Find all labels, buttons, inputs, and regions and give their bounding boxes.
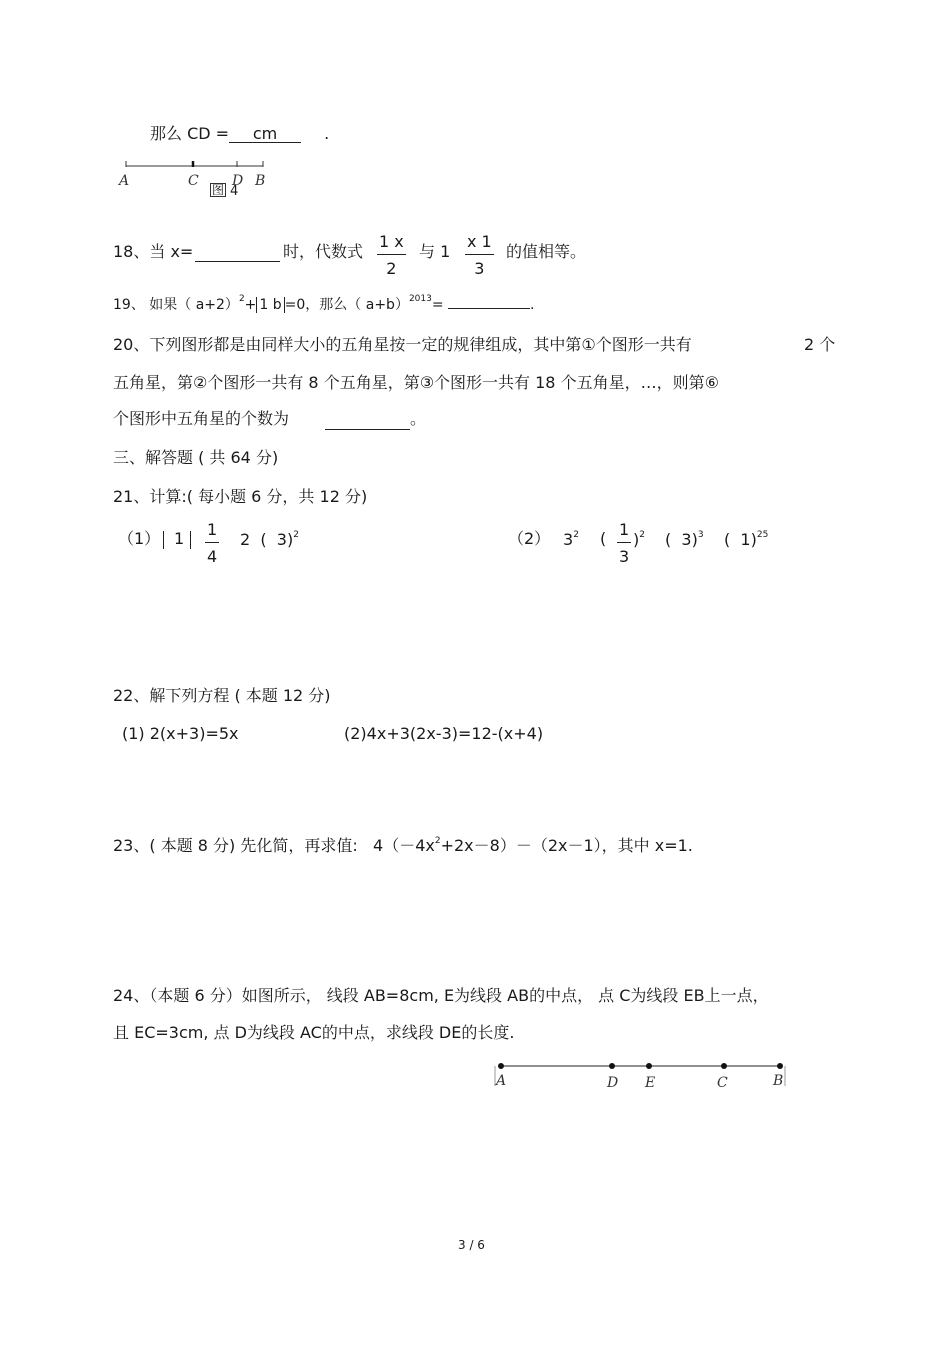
q19-blank[interactable]: [448, 294, 530, 309]
q18-fraction-1: $\frac{1 x}{2}$: [379, 232, 404, 278]
q23-text-end: +2x－8）－（2x－1），其中 x=1.: [440, 836, 693, 855]
q17-blank[interactable]: cm: [229, 126, 301, 143]
q20-line-1-end: 2 个: [804, 335, 836, 354]
q21-p2-term-d: ( 1)$^{25}$: [724, 530, 769, 549]
q24-line-1: 24、（本题 6 分）如图所示， 线段 AB=8cm, E为线段 AB的中点， 点 C为线段 EB上一点，: [113, 986, 769, 1005]
q21-p1-rest: 2 ( 3)$^2$: [240, 530, 299, 549]
q18-text-with: 与 1: [419, 242, 451, 261]
q19-abs: 1 b: [256, 297, 284, 313]
q18-text-start: 18、当 x=: [113, 242, 194, 261]
q19-text-mid: =0，那么（ a+b）: [284, 297, 409, 313]
q17-line: [150, 126, 329, 143]
q21-title: 21、计算:( 每小题 6 分，共 12 分): [113, 487, 368, 506]
fig24-point-c: C: [717, 1075, 728, 1091]
q19-exp-2: 2013: [408, 294, 432, 304]
fig24-point-b: B: [773, 1073, 784, 1089]
q21-p2-label: （2）: [508, 529, 551, 548]
fig24-point-d: D: [607, 1075, 619, 1091]
q21-p2-term-c: ( 3)$^3$: [665, 530, 704, 549]
q17-period: .: [324, 124, 330, 143]
fig4-point-d: D: [232, 173, 244, 189]
page-number: 3 / 6: [458, 1238, 485, 1252]
fig4-caption-num: 4: [230, 184, 239, 199]
q20-blank[interactable]: [325, 411, 410, 430]
q22-title: 22、解下列方程 ( 本题 12 分): [113, 686, 331, 705]
q21-p2-fraction: $\frac{1}{3}$: [619, 520, 630, 566]
q22-part-1: (1) 2(x+3)=5x: [122, 724, 239, 743]
q18-text-mid: 时，代数式: [283, 242, 364, 261]
fig4-point-a: A: [119, 173, 130, 189]
q21-p1-fraction: $\frac{1}{4}$: [207, 520, 218, 566]
q23-exponent: 2: [434, 836, 441, 846]
q17-text: 那么 CD =: [150, 124, 230, 143]
q19-text-start: 19、 如果（ a+2）: [113, 297, 239, 313]
q21-p2-open-paren: (: [600, 529, 607, 548]
q18-fraction-2: $\frac{x 1}{3}$: [467, 232, 492, 278]
fig24-point-a: A: [496, 1073, 507, 1089]
q21-p2-close: )$^2$: [633, 530, 645, 549]
section-3-heading: 三、解答题 ( 共 64 分): [113, 448, 279, 467]
q18-blank[interactable]: [195, 244, 280, 262]
q21-p2-term-a: $3^2$: [563, 530, 579, 549]
q19: 19、 如果（ a+2）$^2$+ 1 b =0，那么（ a+b）$^{2013}$= .: [113, 294, 535, 313]
fig4-point-c: C: [188, 173, 199, 189]
q20-line-3: 个图形中五角星的个数为: [113, 409, 290, 428]
q24-line-2: 且 EC=3cm, 点 D为线段 AC的中点，求线段 DE的长度.: [113, 1023, 515, 1042]
q20-line-1: 20、下列图形都是由同样大小的五角星按一定的规律组成，其中第①个图形一共有: [113, 335, 692, 354]
q21-p1-abs: 1: [163, 531, 191, 549]
q21-p1-label: （1）: [118, 529, 161, 548]
q22-part-2: (2)4x+3(2x-3)=12-(x+4): [344, 724, 544, 743]
q18-text-end: 的值相等。: [506, 242, 587, 261]
figure-24-segment: [492, 1058, 792, 1092]
q23: [113, 837, 693, 854]
q20-line-2: 五角星，第②个图形一共有 8 个五角星，第③个图形一共有 18 个五角星，…，则第⑥: [113, 373, 719, 392]
fig4-caption-box: 图: [212, 183, 225, 197]
fig24-point-e: E: [645, 1075, 656, 1091]
fig4-point-b: B: [255, 173, 266, 189]
q23-text-start: 23、( 本题 8 分) 先化简，再求值: 4（－4x: [113, 836, 435, 855]
q20-line-3-end: 。: [410, 409, 427, 428]
q19-exp-1: 2: [238, 294, 245, 304]
